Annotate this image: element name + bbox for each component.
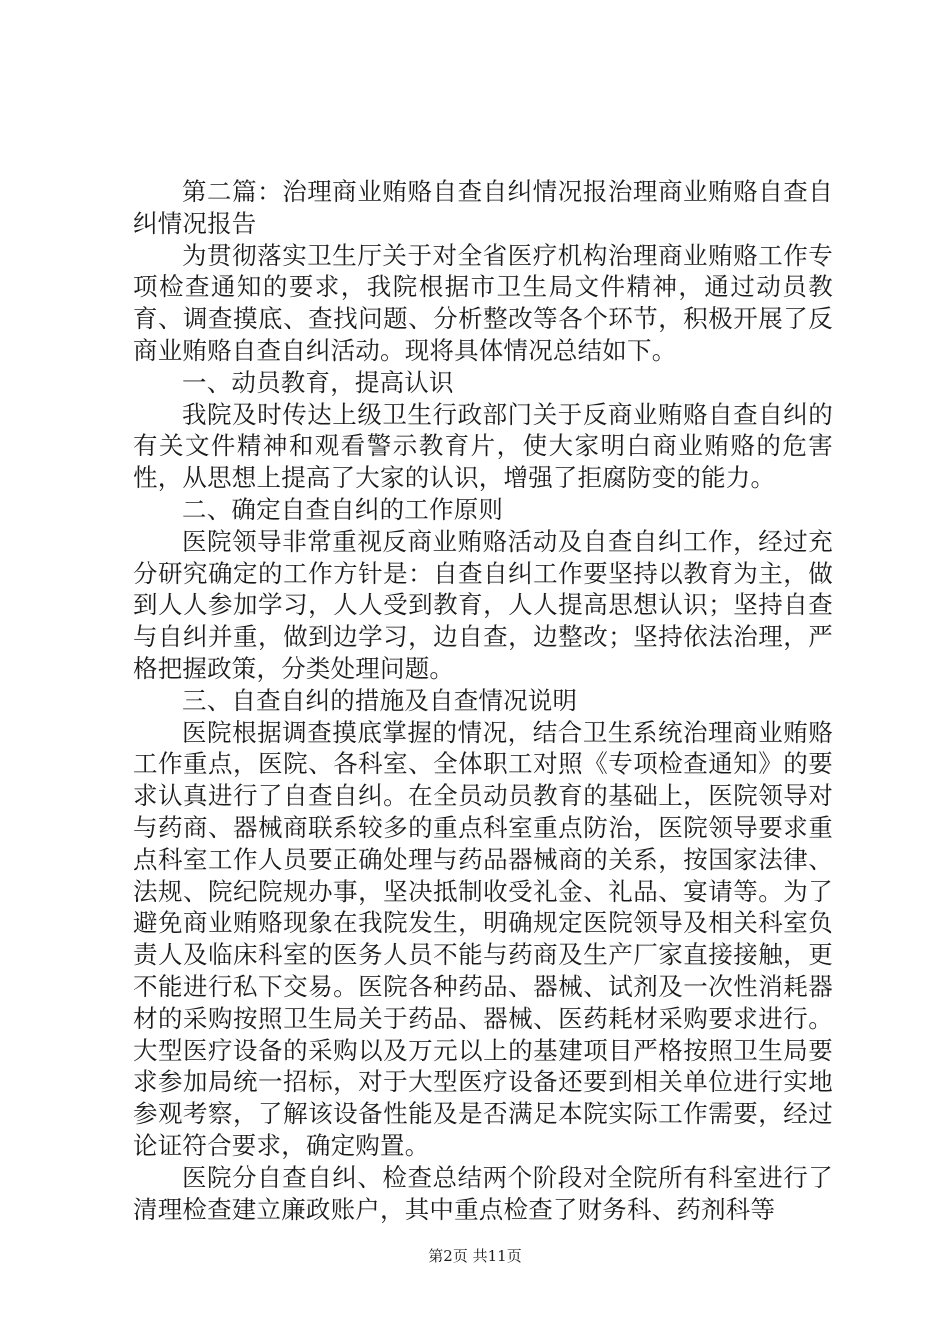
section-heading-3: 三、自查自纠的措施及自查情况说明 bbox=[182, 685, 578, 715]
section-heading-1: 一、动员教育，提高认识 bbox=[182, 367, 454, 397]
section-2-paragraph: 医院领导非常重视反商业贿赂活动及自查自纠工作，经过充分研究确定的工作方针是：自查自纠工作要坚持以教育为主，做到人人参加学习，人人受到教育，人人提高思想认识；坚持自查与自纠并重，做到边学习，边自查，边整改；坚持依法治理，严格把握政策，分类处理问题。 bbox=[133, 526, 833, 683]
section-1-paragraph: 我院及时传达上级卫生行政部门关于反商业贿赂自查自纠的有关文件精神和观看警示教育片，使大家明白商业贿赂的危害性，从思想上提高了大家的认识，增强了拒腐防变的能力。 bbox=[133, 399, 833, 493]
intro-paragraph: 为贯彻落实卫生厅关于对全省医疗机构治理商业贿赂工作专项检查通知的要求，我院根据市卫生局文件精神，通过动员教育、调查摸底、查找问题、分析整改等各个环节，积极开展了反商业贿赂自查自纠活动。现将具体情况总结如下。 bbox=[133, 240, 833, 365]
section-3-paragraph-continued: 医院分自查自纠、检查总结两个阶段对全院所有科室进行了清理检查建立廉政账户，其中重点检查了财务科、药剂科等 bbox=[133, 1162, 833, 1224]
document-body bbox=[133, 176, 833, 1225]
page-number-footer: 第2页 共11页 bbox=[428, 1247, 522, 1265]
section-3-paragraph: 医院根据调查摸底掌握的情况，结合卫生系统治理商业贿赂工作重点，医院、各科室、全体职工对照《专项检查通知》的要求认真进行了自查自纠。在全员动员教育的基础上，医院领导对与药商、器械商联系较多的重点科室重点防治，医院领导要求重点科室工作人员要正确处理与药品器械商的关系，按国家法律、法规、院纪院规办事，坚决抵制收受礼金、礼品、宴请等。为了避免商业贿赂现象在我院发生，明确规定医院领导及相关科室负责人及临床科室的医务人员不能与药商及生产厂家直接接触，更不能进行私下交易。医院各种药品、器械、试剂及一次性消耗器材的采购按照卫生局关于药品、器械、医药耗材采购要求进行。大型医疗设备的采购以及万元以上的基建项目严格按照卫生局要求参加局统一招标，对于大型医疗设备还要到相关单位进行实地参观考察，了解该设备性能及是否满足本院实际工作需要，经过论证符合要求，确定购置。 bbox=[133, 717, 833, 1160]
document-title-paragraph: 第二篇：治理商业贿赂自查自纠情况报治理商业贿赂自查自纠情况报告 bbox=[133, 177, 833, 238]
section-heading-2: 二、确定自查自纠的工作原则 bbox=[182, 494, 504, 524]
